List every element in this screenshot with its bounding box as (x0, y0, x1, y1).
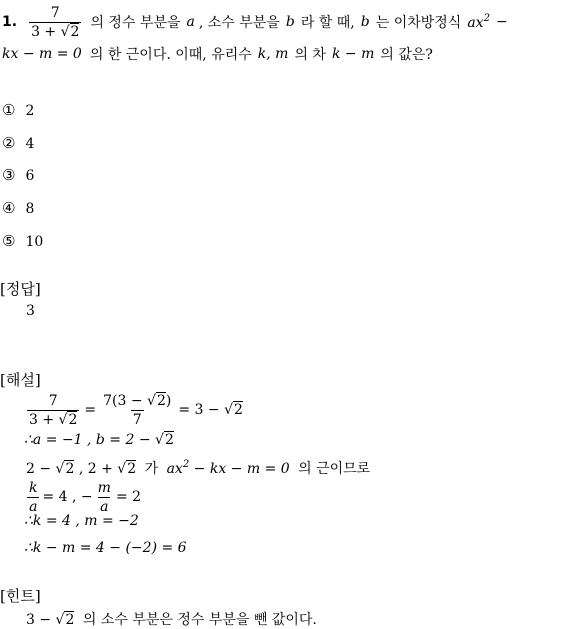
equation-start: $ax^2$ (467, 13, 490, 31)
choice-2[interactable] (2, 134, 34, 156)
expr-km: k − m (331, 46, 375, 62)
choice-value: 10 (25, 234, 44, 250)
question-text: 의 값은? (380, 47, 433, 63)
solution-line-2: ∴a = −1 , b = 2 − √2 (24, 432, 174, 448)
question-line-2 (2, 42, 433, 66)
question-line-1 (2, 0, 508, 44)
question-text: , 소수 부분을 (198, 15, 280, 31)
solution-line-6: ∴k − m = 4 − (−2) = 6 (24, 540, 187, 556)
fraction-m-over-a: $\frac{m}{a}$ (97, 479, 111, 515)
question-text: 는 이차방정식 (375, 15, 462, 31)
question-text: 의 한 근이다. 이때, 유리수 (89, 47, 252, 63)
solution-line-3: 2 − √2 , 2 + √2 가 $ax^2$ − kx − m = 0 의 근이므로 (26, 459, 371, 477)
hint-label: [힌트] (0, 587, 41, 605)
var-b: b (285, 14, 295, 30)
choice-mark: ② (2, 134, 16, 152)
answer-label: [정답] (0, 280, 41, 298)
solution-label: [해설] (0, 371, 41, 389)
choice-mark: ① (2, 101, 16, 119)
choice-mark: ④ (2, 199, 16, 217)
var-a: a (186, 14, 195, 30)
fraction-k-over-a: $\frac{k}{a}$ (29, 479, 38, 515)
choice-value: 8 (25, 201, 35, 217)
answer-value: 3 (26, 303, 35, 319)
equation-minus: − (495, 14, 508, 30)
choice-3[interactable] (2, 166, 34, 188)
vars-km: k, m (257, 46, 289, 62)
choice-1[interactable] (2, 101, 34, 123)
fraction-denominator: 3 + √2 (31, 23, 80, 40)
question-text: 라 할 때, (300, 15, 355, 31)
question-fraction (29, 5, 81, 40)
choice-mark: ⑤ (2, 232, 16, 250)
question-text: 의 정수 부분을 (90, 15, 181, 31)
question-number: 1. (2, 14, 18, 30)
solution-line-1 (24, 388, 243, 432)
hint-text: 3 − √2 의 소수 부분은 정수 부분을 뺀 값이다. (26, 612, 317, 628)
choice-4[interactable] (2, 199, 34, 221)
choice-value: 2 (25, 103, 35, 119)
choice-value: 4 (25, 136, 35, 152)
solution-fraction-1: $\frac{7}{3 + √2}$ (29, 392, 78, 428)
equation-rest: kx − m = 0 (2, 46, 82, 62)
question-text: 의 차 (294, 47, 326, 63)
solution-line-5: ∴k = 4 , m = −2 (24, 513, 139, 529)
solution-line-4: $\frac{k}{a}$ = 4 , − $\frac{m}{a}$ = 2 (29, 479, 142, 515)
equals-sign: = (84, 402, 97, 418)
choice-5[interactable] (2, 232, 43, 254)
choice-mark: ③ (2, 166, 16, 184)
solution-fraction-2: $\frac{7(3 - √2)}{7}$ (103, 392, 172, 428)
fraction-numerator: 7 (50, 4, 60, 21)
solution-rhs: = 3 − √2 (178, 402, 243, 418)
var-b: b (360, 14, 370, 30)
choice-value: 6 (25, 168, 35, 184)
